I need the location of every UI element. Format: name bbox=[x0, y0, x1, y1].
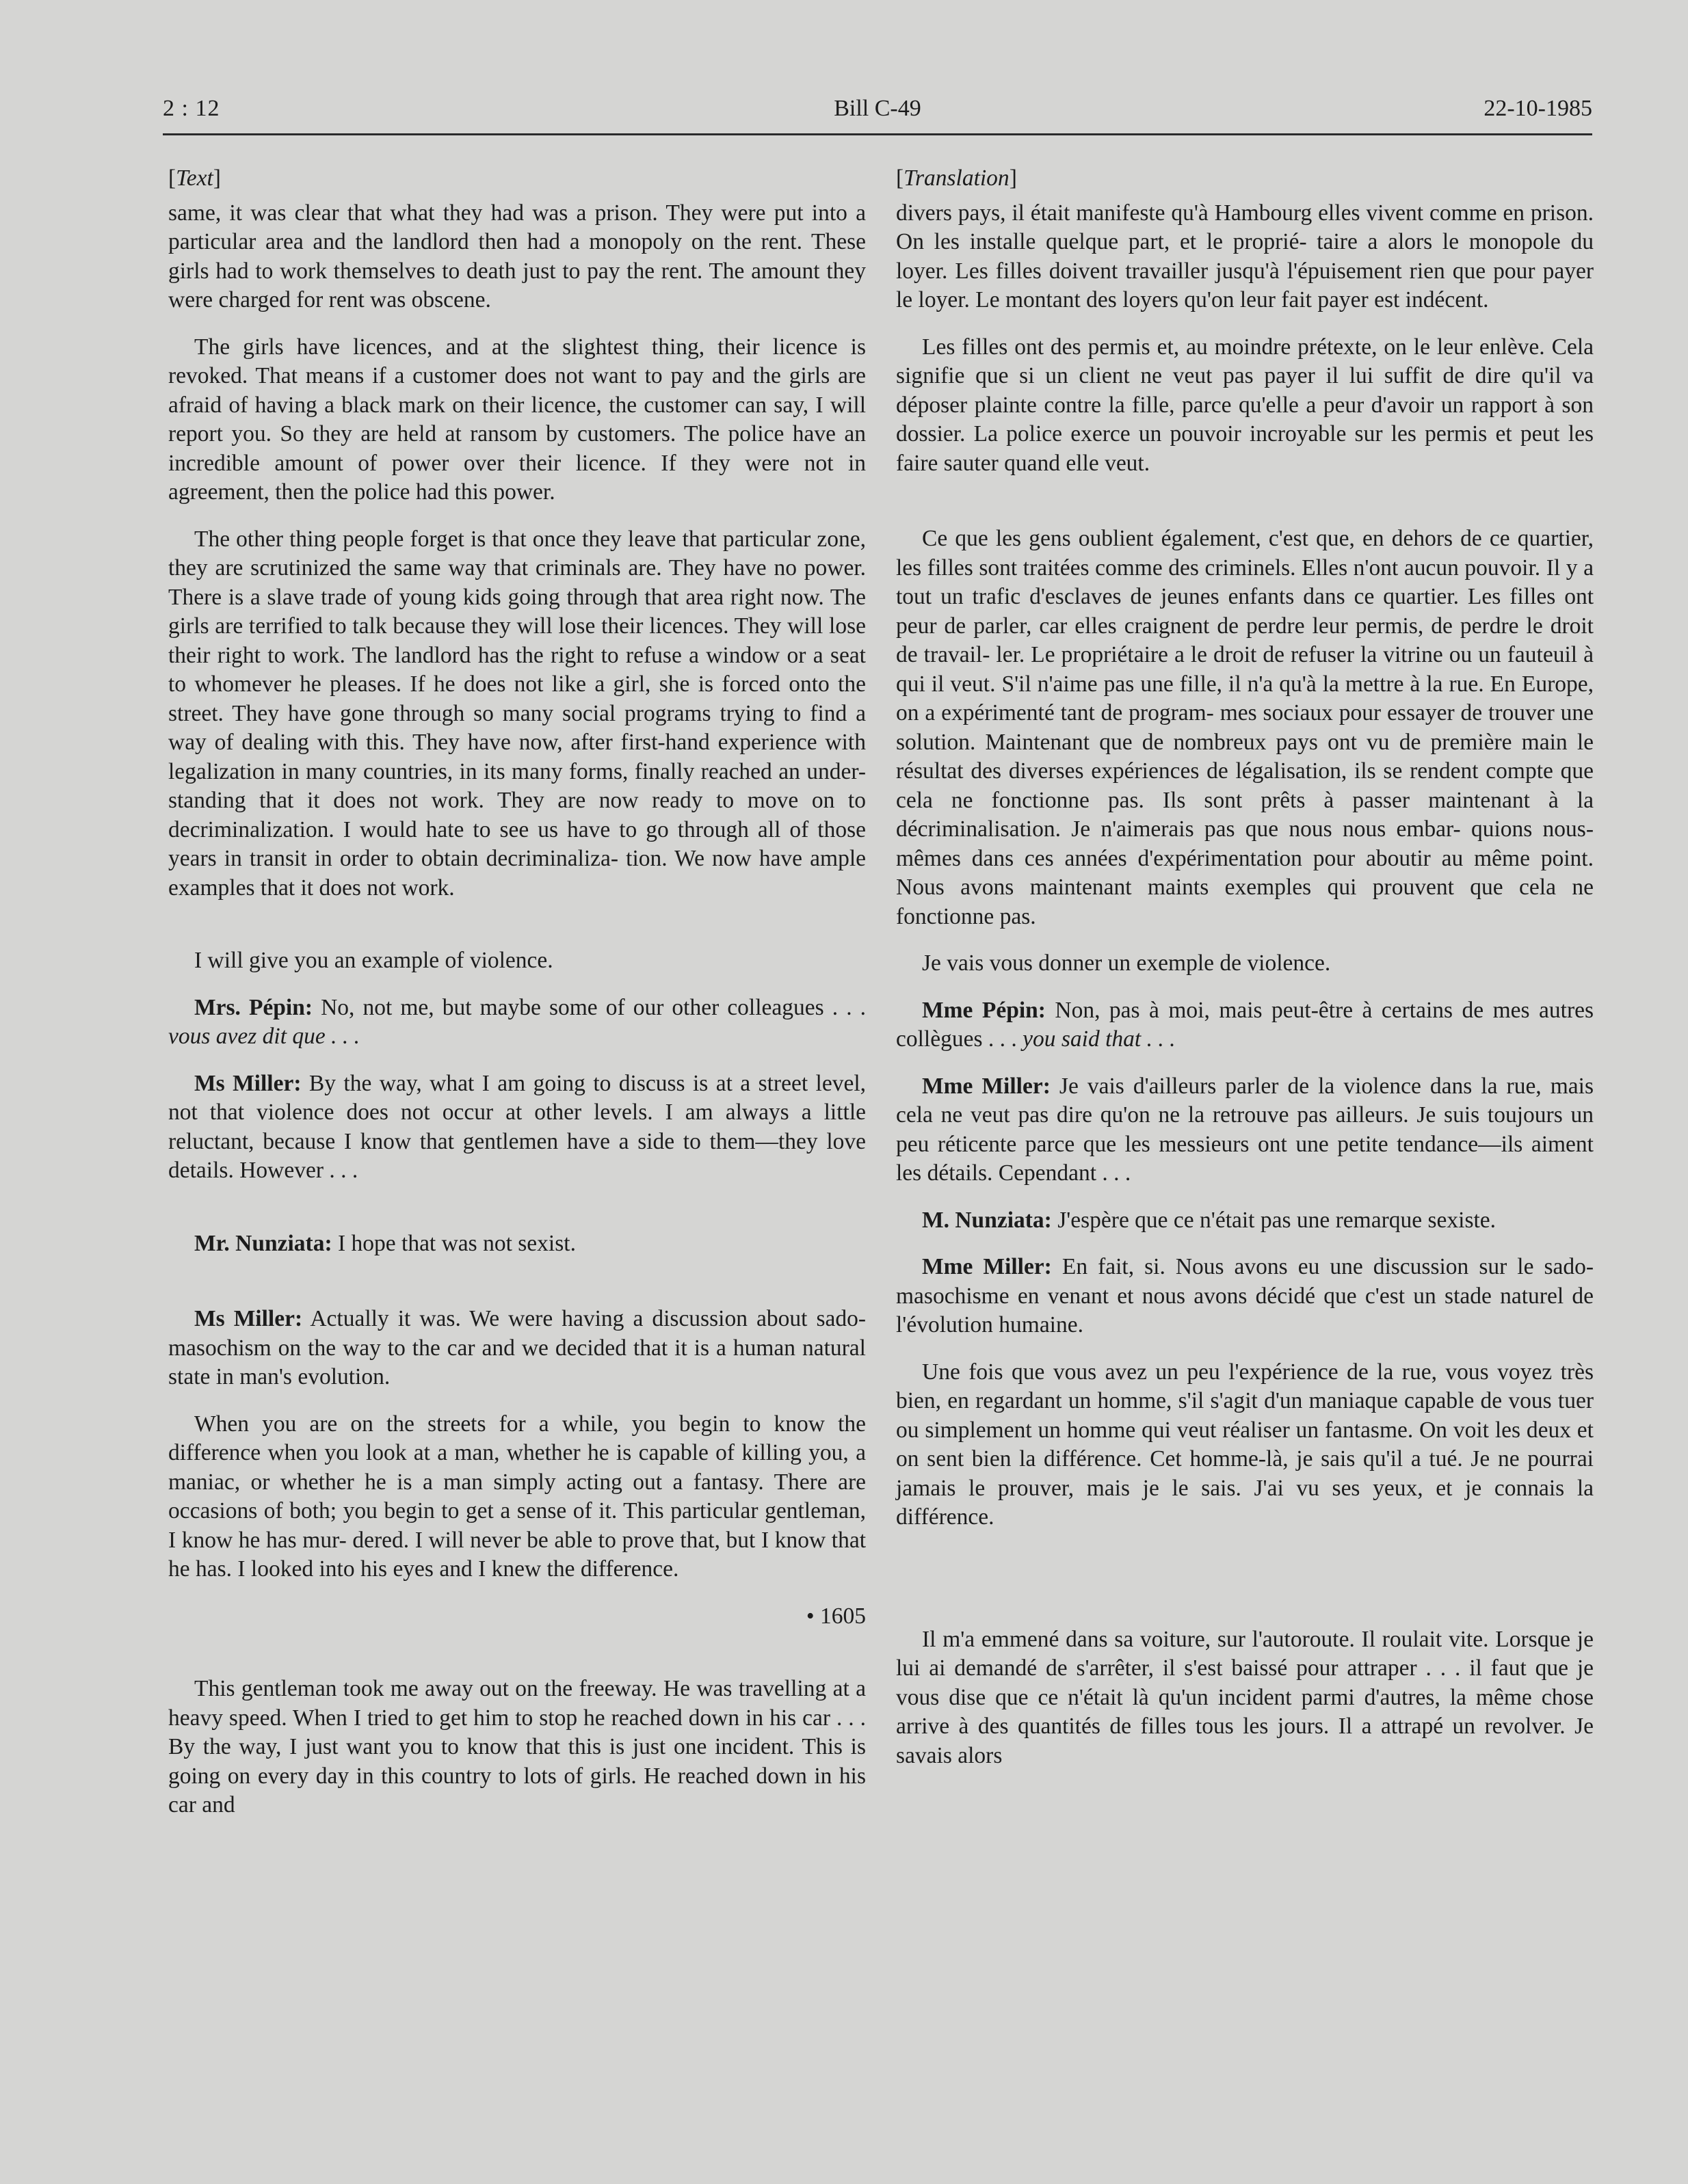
speaker-name: Ms Miller: bbox=[194, 1070, 302, 1096]
french-paragraph: divers pays, il était manifeste qu'à Hambourg elles vivent comme en prison. On les installe quelque part, et le proprié- taire a alors le monopole du loyer. Les filles doivent travailler jusqu'à l'épuisement rien que pour payer le loyer. Le montant des loyers qu'on leur fait payer est indécent. bbox=[896, 200, 1594, 312]
speaker-name: Mrs. Pépin: bbox=[194, 994, 313, 1020]
french-paragraph: Ce que les gens oublient également, c'est que, en dehors de ce quartier, les filles sont traitées comme des criminels. Elles n'ont aucun pouvoir. Il y a tout un trafic d'esclaves de jeunes enfants dans ce quartier. Les filles ont peur de parler, car elles craignent de perdre leur permis, de perdre le droit de travail- ler. Le propriétaire a le droit de refuser la vitrine ou un fauteuil à qui il veut. S'il n'aime pas une fille, il n'a qu'à la mettre à la rue. En Europe, on a expérimenté tant de program- mes sociaux pour essayer de trouver une solution. Maintenant que de nombreux pays ont vu de première main le résultat des diverses expériences de légalisation, ils se rendent compte que cela ne fonctionne pas. Ils sont prêts à passer maintenant à la décriminalisation. Je n'aimerais pas que nous nous embar- quions nous-mêmes dans ces années d'expérimentation pour aboutir au même point. Nous avons maintenant maints exemples qui prouvent que cela ne fonctionne pas. bbox=[896, 526, 1594, 929]
header-date: 22-10-1985 bbox=[1483, 96, 1592, 121]
french-column bbox=[896, 164, 1594, 1770]
english-paragraph: This gentleman took me away out on the freeway. He was travelling at a heavy speed. When I tried to get him to stop he reached down in his car . . . By the way, I just want you to know that this is just one incident. This is going on every day in this country to lots of girls. He reached down in his car and bbox=[168, 1676, 866, 1817]
page-header bbox=[163, 96, 1592, 129]
english-column bbox=[168, 164, 866, 1820]
speaker-name: Mr. Nunziata: bbox=[194, 1230, 332, 1256]
speaker-name: Mme Miller: bbox=[922, 1073, 1051, 1099]
french-paragraph: Une fois que vous avez un peu l'expérience de la rue, vous voyez très bien, en regardant un homme, s'il s'agit d'un maniaque capable de vous tuer ou simplement un homme qui veut réaliser un fantasme. On voit les deux et on sent bien la différence. Cet homme-là, je sais qu'il a tué. Je ne pourrai jamais le prouver, mais je le sais. J'ai vu ses yeux, et je connais la différence. bbox=[896, 1359, 1594, 1530]
french-speech: Mme Miller: En fait, si. Nous avons eu une discussion sur le sado-masochisme en venant et nous avons décidé que c'est un stade naturel de l'évolution humaine. bbox=[896, 1254, 1594, 1337]
french-speech: Mme Miller: Je vais d'ailleurs parler de la violence dans la rue, mais cela ne veut pas dire qu'on ne la retrouve pas ailleurs. Je suis toujours un peu réticente parce que les messieurs ont une petite tendance—ils aiment les détails. Cependant . . . bbox=[896, 1073, 1594, 1186]
english-paragraph: The girls have licences, and at the slightest thing, their licence is revoked. That means if a customer does not want to pay and the girls are afraid of having a black mark on their licence, the customer can say, I will report you. So they are held at ransom by customers. The police have an incredible amount of power over their licence. If they were not in agreement, then the police had this power. bbox=[168, 334, 866, 505]
french-label: [Translation] bbox=[896, 165, 1017, 191]
french-speech: M. Nunziata: J'espère que ce n'était pas une remarque sexiste. bbox=[922, 1207, 1496, 1233]
speaker-name: M. Nunziata: bbox=[922, 1207, 1052, 1233]
french-paragraph: Je vais vous donner un exemple de violence. bbox=[922, 950, 1331, 976]
time-marker: • 1605 bbox=[806, 1603, 866, 1629]
english-speech: Ms Miller: By the way, what I am going to discuss is at a street level, not that violence does not occur at other levels. I am always a little reluctant, because I know that gentlemen have a side to them—they love details. However . . . bbox=[168, 1070, 867, 1183]
speaker-name: Ms Miller: bbox=[194, 1306, 303, 1331]
page-number: 2 : 12 bbox=[163, 96, 220, 121]
speaker-name: Mme Pépin: bbox=[922, 997, 1046, 1023]
speaker-name: Mme Miller: bbox=[922, 1254, 1052, 1279]
french-paragraph: Il m'a emmené dans sa voiture, sur l'autoroute. Il roulait vite. Lorsque je lui ai demandé de s'arrêter, il s'est baissé pour attraper . . . il faut que je vous dise que ce n'était là qu'un incident parmi d'autres, la même chose arrive à des quantités de filles tous les jours. Il a attrapé un revolver. Je savais alors bbox=[896, 1626, 1594, 1768]
english-speech: Mr. Nunziata: I hope that was not sexist. bbox=[194, 1230, 576, 1256]
french-speech: Mme Pépin: Non, pas à moi, mais peut-être à certains de mes autres collègues . . . you said that . . . bbox=[896, 997, 1594, 1052]
english-paragraph: I will give you an example of violence. bbox=[194, 948, 553, 973]
english-paragraph: same, it was clear that what they had was a prison. They were put into a particular area and the landlord then had a monopoly on the rent. These girls had to work themselves to death just to pay the rent. The amount they were charged for rent was obscene. bbox=[168, 200, 866, 312]
english-paragraph: When you are on the streets for a while, you begin to know the difference when you look at a man, whether he is capable of killing you, a maniac, or whether he is a man simply acting out a fantasy. There are occasions of both; you begin to get a sense of it. This particular gentleman, I know he has mur- dered. I will never be able to prove that, but I know that he has. I looked into his eyes and I knew the difference. bbox=[168, 1411, 866, 1582]
french-paragraph: Les filles ont des permis et, au moindre prétexte, on le leur enlève. Cela signifie que si un client ne veut pas payer il lui suffit de dire qu'il va déposer plainte contre la fille, parce qu'elle a peur d'avoir un rapport à son dossier. La police exerce un pouvoir incroyable sur les permis et peut les faire sauter quand elle veut. bbox=[896, 334, 1594, 476]
english-speech: Ms Miller: Actually it was. We were having a discussion about sado-masochism on the way to the car and we decided that it is a human natural state in man's evolution. bbox=[168, 1306, 867, 1389]
english-speech: Mrs. Pépin: No, not me, but maybe some of our other colleagues . . . vous avez dit que . . . bbox=[168, 994, 867, 1049]
english-label: [Text] bbox=[168, 165, 221, 191]
english-paragraph: The other thing people forget is that once they leave that particular zone, they are scrutinized the same way that criminals are. They have no power. There is a slave trade of young kids going through that area right now. The girls are terrified to talk because they will lose their licences. They will lose their right to work. The landlord has the right to refuse a window or a seat to whomever he pleases. If he does not like a girl, she is forced onto the street. They have gone through so many social programs trying to find a way of dealing with this. They have now, after first-hand experience with legalization in many countries, in its many forms, finally reached an under- standing that it does not work. They are now ready to move on to decriminalization. I would hate to see us have to go through all of those years in transit in order to obtain decriminaliza- tion. We now have ample examples that it does not work. bbox=[168, 526, 866, 901]
header-rule bbox=[163, 133, 1592, 135]
bill-title: Bill C-49 bbox=[834, 96, 921, 121]
